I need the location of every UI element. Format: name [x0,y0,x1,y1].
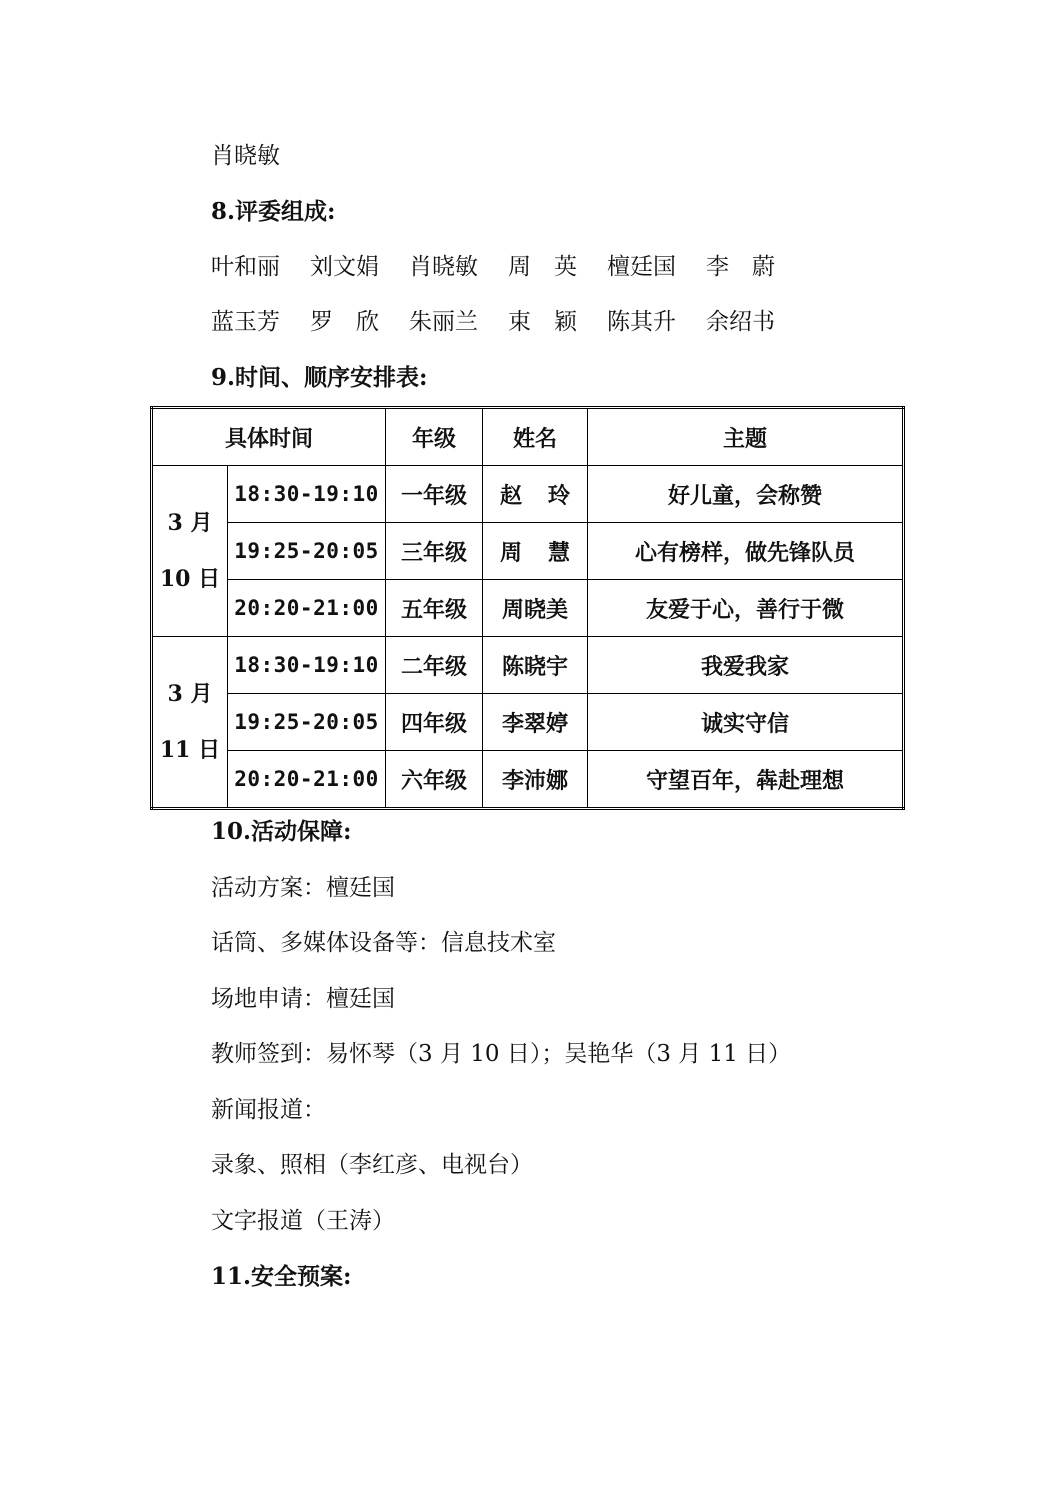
section-11-heading: 11.安全预案: [211,1263,352,1290]
date-day: 10 日 [159,566,221,592]
support-line: 活动方案：檀廷国 [211,875,395,901]
support-line: 场地申请：檀廷国 [211,986,395,1012]
time-cell: 18:30-19:10 [228,466,386,523]
support-line: 文字报道（王涛） [211,1208,395,1234]
section-9-heading: 9.时间、顺序安排表: [211,364,428,391]
judge-name: 刘文娟 [310,254,379,280]
theme-cell: 守望百年，犇赴理想 [588,751,904,809]
name-cell: 赵 玲 [483,466,588,523]
theme-cell: 好儿童，会称赞 [588,466,904,523]
header-time: 具体时间 [152,408,386,466]
theme-cell: 我爱我家 [588,637,904,694]
judges-row-2 [211,307,805,337]
grade-cell: 二年级 [386,637,483,694]
name-cell: 李翠婷 [483,694,588,751]
judge-name: 蓝玉芳 [211,309,280,335]
table-row [152,580,904,637]
time-cell: 18:30-19:10 [228,637,386,694]
table-header-row [152,408,904,466]
support-line: 教师签到：易怀琴（3 月 10 日）；吴艳华（3 月 11 日） [211,1041,792,1067]
judges-row-1 [211,252,805,282]
judge-name: 肖晓敏 [409,254,478,280]
support-line: 新闻报道： [211,1097,326,1123]
header-grade: 年级 [386,408,483,466]
section-8-heading: 8.评委组成: [211,198,336,225]
support-line: 录象、照相（李红彦、电视台） [211,1152,533,1178]
name-cell: 陈晓宇 [483,637,588,694]
judge-name: 李 蔚 [706,254,775,280]
judge-name: 朱丽兰 [409,309,478,335]
judge-name: 檀廷国 [607,254,676,280]
name-cell: 李沛娜 [483,751,588,809]
header-name: 姓名 [483,408,588,466]
name-cell: 周晓美 [483,580,588,637]
time-cell: 20:20-21:00 [228,580,386,637]
table-row [152,751,904,809]
time-cell: 20:20-21:00 [228,751,386,809]
date-day: 11 日 [159,737,221,763]
time-cell: 19:25-20:05 [228,694,386,751]
header-theme: 主题 [588,408,904,466]
judge-name: 周 英 [508,254,577,280]
grade-cell: 一年级 [386,466,483,523]
date-cell [152,637,228,809]
theme-cell: 心有榜样，做先锋队员 [588,523,904,580]
time-cell: 19:25-20:05 [228,523,386,580]
table-row [152,466,904,523]
judge-name: 陈其升 [607,309,676,335]
theme-cell: 诚实守信 [588,694,904,751]
date-month: 3 月 [167,681,213,707]
judge-name: 罗 欣 [310,309,379,335]
grade-cell: 三年级 [386,523,483,580]
grade-cell: 六年级 [386,751,483,809]
name-cell: 周 慧 [483,523,588,580]
schedule-table [150,406,905,810]
section-10-heading: 10.活动保障: [211,818,352,845]
table-row [152,637,904,694]
judge-name: 叶和丽 [211,254,280,280]
table-row [152,523,904,580]
judge-name: 束 颖 [508,309,577,335]
date-cell [152,466,228,637]
grade-cell: 五年级 [386,580,483,637]
grade-cell: 四年级 [386,694,483,751]
date-month: 3 月 [167,510,213,536]
table-row [152,694,904,751]
support-line: 话筒、多媒体设备等：信息技术室 [211,930,556,956]
intro-name: 肖晓敏 [211,143,280,169]
theme-cell: 友爱于心，善行于微 [588,580,904,637]
judge-name: 余绍书 [706,309,775,335]
